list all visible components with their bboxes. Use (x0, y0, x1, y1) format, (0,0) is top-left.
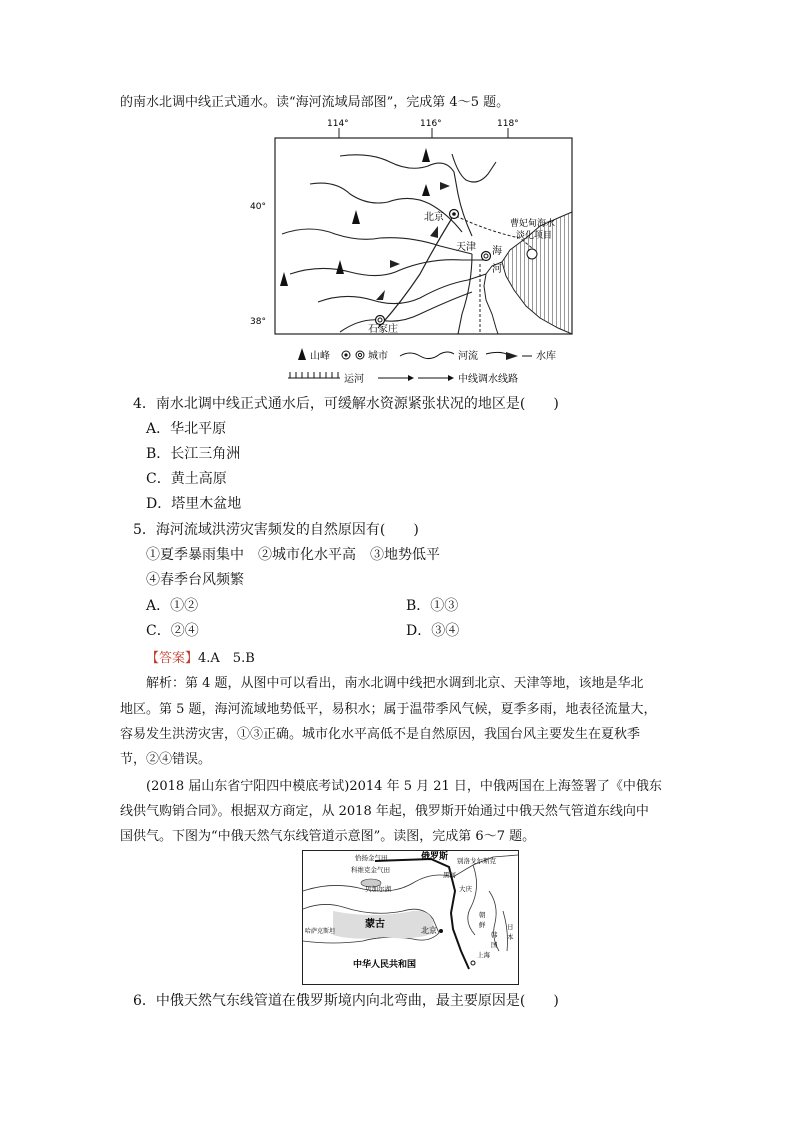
analysis-line-1: 解析：第 4 题，从图中可以看出，南水北调中线把水调到北京、天津等地，该地是华北 (146, 676, 644, 691)
intro-line: 的南水北调中线正式通水。读“海河流域局部图”，完成第 4～5 题。 (120, 95, 510, 110)
q5-option-a: A．①② (146, 598, 199, 614)
analysis-line-2: 地区。第 5 题，海河流域地势低平，易积水；属于温带季风气候，夏季多雨，地表径流量大， (120, 702, 657, 717)
korea-1: 朝 (479, 911, 486, 919)
lon-label-116: 116° (420, 119, 442, 129)
pipeline-map (302, 850, 519, 985)
shanghai-label: 上海 (477, 951, 490, 959)
answer-text: 4.A 5.B (198, 651, 255, 666)
intro2-line-3: 国供气。下图为“中俄天然气东线管道示意图”。读图，完成第 6～7 题。 (120, 829, 536, 844)
q5-stem: 5．海河流域洪涝灾害频发的自然原因有( ) (133, 522, 419, 538)
legend-city: 城市 (368, 351, 388, 362)
q5-items-line1: ①夏季暴雨集中 ②城市化水平高 ③地势低平 (146, 547, 440, 563)
analysis-line-4: 节，②④错误。 (120, 752, 212, 767)
legend-peak: 山峰 (310, 351, 330, 362)
intro2-line-2: 线供气购销合同》。根据双方商定，从 2018 年起，俄罗斯开始通过中俄天然气管道东线向中 (120, 804, 649, 819)
shijiazhuang-label: 石家庄 (368, 324, 398, 335)
city-ru-label: 别洛戈尔斯克 (457, 857, 496, 865)
lake-label: 贝加尔湖 (365, 885, 391, 893)
q5-items-line2: ④春季台风频繁 (146, 572, 244, 588)
q5-option-d: D．③④ (406, 623, 460, 639)
q5-option-c: C．②④ (146, 623, 199, 639)
q4-stem: 4．南水北调中线正式通水后，可缓解水资源紧张状况的地区是( ) (133, 396, 559, 412)
japan-2: 本 (507, 933, 514, 941)
intro2-line-1: (2018 届山东省宁阳四中模底考试)2014 年 5 月 21 日，中俄两国在上海签署了《中俄东 (146, 779, 662, 794)
gasfield1: 恰扬金气田 (355, 854, 388, 862)
russia-label: 俄罗斯 (421, 852, 449, 862)
korea2-2: 国 (491, 941, 498, 949)
legend-river: 河流 (458, 351, 478, 362)
beijing-label: 北京 (424, 212, 444, 223)
lon-label-118: 118° (497, 119, 519, 129)
japan-1: 日 (507, 923, 514, 931)
q4-option-d: D．塔里木盆地 (146, 496, 242, 512)
korea-2: 鲜 (479, 921, 486, 929)
project-label-1: 曹妃甸海水 (510, 219, 556, 229)
lon-label-114: 114° (327, 119, 349, 129)
kazakh-label: 哈萨克斯坦 (305, 928, 336, 935)
haihe-basin-map (240, 114, 585, 389)
q4-option-c: C．黄土高原 (146, 471, 227, 487)
q4-option-a: A．华北平原 (146, 421, 227, 437)
korea2-1: 韩 (491, 931, 498, 939)
lat-label-40: 40° (250, 202, 266, 212)
sea-label-1: 海 (492, 246, 502, 257)
project-label-2: 淡化项目 (516, 231, 553, 241)
beijing-label-2: 北京 (421, 926, 437, 935)
daqing-label: 大庆 (459, 885, 472, 893)
q6-stem: 6．中俄天然气东线管道在俄罗斯境内向北弯曲，最主要原因是( ) (133, 993, 559, 1009)
legend-canal: 运河 (344, 374, 364, 385)
tianjin-marker (482, 252, 491, 261)
mongolia-label: 蒙古 (365, 919, 385, 930)
legend-reservoir: 水库 (536, 351, 556, 362)
answer-line (146, 650, 255, 667)
answer-label: 【答案】 (146, 651, 199, 666)
lat-label-38: 38° (250, 317, 266, 327)
q4-option-b: B．长江三角洲 (146, 446, 241, 462)
sea-label-2: 河 (492, 264, 502, 275)
china-label: 中华人民共和国 (353, 960, 417, 970)
tianjin-label: 天津 (456, 242, 476, 253)
legend-route: 中线调水线路 (458, 374, 518, 385)
gasfield2: 科维克金气田 (351, 866, 390, 874)
q5-option-b: B．①③ (406, 598, 459, 614)
heihe-label: 黑河 (443, 871, 456, 879)
analysis-line-3: 容易发生洪涝灾害，①③正确。城市化水平高低不是自然原因，我国台风主要发生在夏秋季 (120, 727, 641, 742)
